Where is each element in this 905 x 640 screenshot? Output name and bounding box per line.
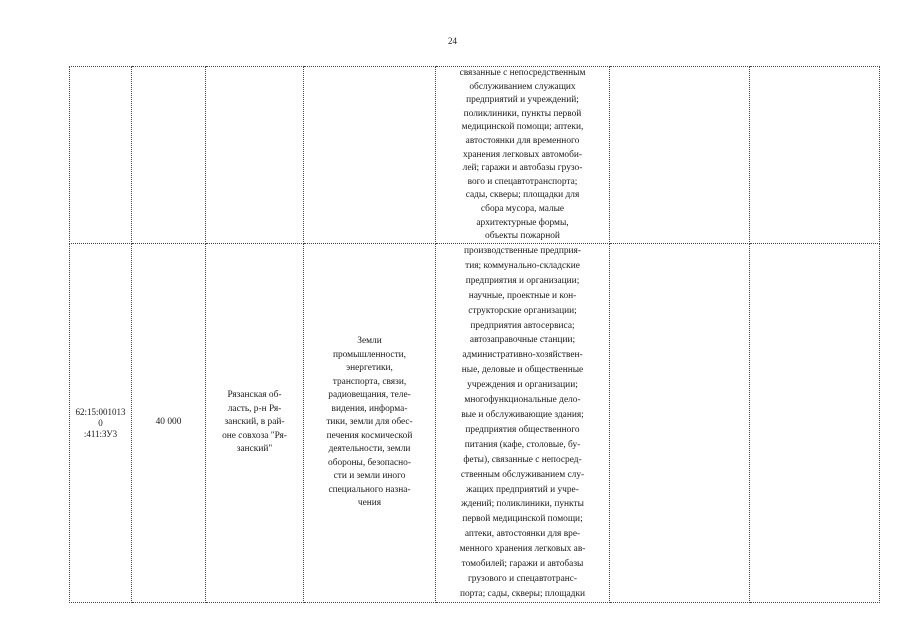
- cell-text-line: :411:ЗУ3: [83, 428, 118, 439]
- land-category-cell: [304, 67, 436, 244]
- cell-text-line: деятельности, земли: [328, 444, 411, 455]
- cell-text-line: вого и спецавтотранспорта;: [467, 176, 578, 187]
- empty-cell: [610, 244, 750, 603]
- cell-text-line: обороны, безопасно-: [328, 457, 411, 468]
- cell-text-line: предприятий и учреждений;: [466, 95, 579, 106]
- cell-text-line: чения: [357, 498, 382, 509]
- cell-text-line: производственные предприя-: [464, 246, 581, 256]
- cell-text-line: 62:15:001013: [75, 406, 126, 417]
- cell-text-line: менного хранения легковых ав-: [459, 544, 586, 555]
- cell-text-line: первой медицинской помощи;: [462, 514, 583, 525]
- cell-text-line: тики, земли для обес-: [326, 417, 413, 428]
- cadastral-number-cell: [70, 67, 132, 244]
- cell-text-line: порта; сады, скверы; площадки: [459, 588, 586, 599]
- cell-text-line: феты), связанные с непосред-: [463, 454, 582, 465]
- empty-cell: [610, 67, 750, 244]
- cell-text-line: ные, деловые и общественные: [461, 365, 584, 376]
- cell-text-line: печения космической: [326, 430, 413, 441]
- page-number: 24: [448, 36, 457, 46]
- cell-text-line: специального назна-: [328, 484, 411, 495]
- cell-text-line: лей; гаражи и автобазы грузо-: [462, 163, 583, 174]
- cell-text-line: предприятия общественного: [465, 424, 580, 435]
- location-cell: [206, 244, 304, 603]
- cell-text-line: медицинской помощи; аптеки,: [461, 122, 584, 133]
- cell-text-line: многофункциональные дело-: [464, 395, 581, 406]
- permitted-use-cell: [436, 244, 610, 603]
- cell-text-line: видения, информа-: [331, 403, 408, 414]
- cell-text-line: обслуживанием служащих: [469, 81, 576, 92]
- cell-text-line: питания (кафе, столовые, бу-: [464, 439, 581, 450]
- area-cell: 40 000: [132, 244, 206, 603]
- cell-text-line: архитектурные формы,: [476, 217, 569, 228]
- cell-text-line: предприятия автосервиса;: [470, 320, 575, 331]
- cell-text-line: связанные с непосредственным: [459, 68, 586, 78]
- cell-text-line: административно-хозяйствен-: [462, 350, 583, 361]
- cell-text-line: вые и обслуживающие здания;: [461, 409, 584, 420]
- empty-cell: [750, 244, 880, 603]
- table-row: [70, 67, 880, 244]
- cell-text-line: ственным обслуживанием слу-: [460, 469, 585, 480]
- cell-text-line: энергетики,: [346, 363, 393, 374]
- cell-text-line: занский, в рай-: [224, 417, 285, 428]
- cell-text-line: сти и земли иного: [333, 471, 406, 482]
- cadastral-number-cell: [70, 244, 132, 603]
- cell-text-line: Рязанская об-: [227, 390, 282, 401]
- area-cell: [132, 67, 206, 244]
- cell-text-line: Земли: [357, 336, 382, 347]
- cell-text-line: учреждения и организации;: [467, 380, 578, 391]
- cell-text-line: промышленности,: [332, 349, 407, 360]
- cell-text-line: аптеки, автостоянки для вре-: [464, 529, 581, 540]
- cell-text-line: транспорта, связи,: [332, 376, 407, 387]
- land-category-cell: [304, 244, 436, 603]
- cell-text-line: занский": [236, 444, 273, 455]
- cell-text-line: объекты пожарной: [485, 231, 560, 242]
- cell-text-line: жащих предприятий и учре-: [466, 484, 579, 495]
- cell-text-line: предприятия и организации;: [465, 275, 580, 286]
- table-row: [70, 244, 880, 603]
- cell-text-line: оне совхоза "Ря-: [222, 430, 287, 441]
- cell-text-line: хранения легковых автомоби-: [463, 149, 582, 160]
- cell-text-line: грузового и спецавтотранс-: [467, 573, 578, 584]
- cell-text-line: автозаправочные станции;: [469, 335, 576, 346]
- location-cell: [206, 67, 304, 244]
- cell-text-line: ждений; поликлиники, пункты: [461, 499, 584, 510]
- cell-text-line: структорские организации;: [468, 305, 577, 316]
- cell-text-line: 0: [98, 417, 103, 428]
- cell-text-line: радиовещания, теле-: [328, 390, 411, 401]
- cell-text-line: ласть, р-н Ря-: [227, 403, 282, 414]
- cell-text-line: автостоянки для временного: [465, 135, 580, 146]
- land-plots-table: [69, 66, 880, 603]
- cell-text-line: поликлиники, пункты первой: [463, 108, 582, 119]
- cell-text-line: научные, проектные и кон-: [468, 290, 577, 301]
- cell-text-line: сбора мусора, малые: [480, 203, 565, 214]
- cell-text-line: томобилей; гаражи и автобазы: [461, 559, 584, 570]
- empty-cell: [750, 67, 880, 244]
- cell-text-line: тия; коммунально-складские: [465, 260, 580, 271]
- cell-text-line: сады, скверы; площадки для: [465, 190, 580, 201]
- permitted-use-cell: [436, 67, 610, 244]
